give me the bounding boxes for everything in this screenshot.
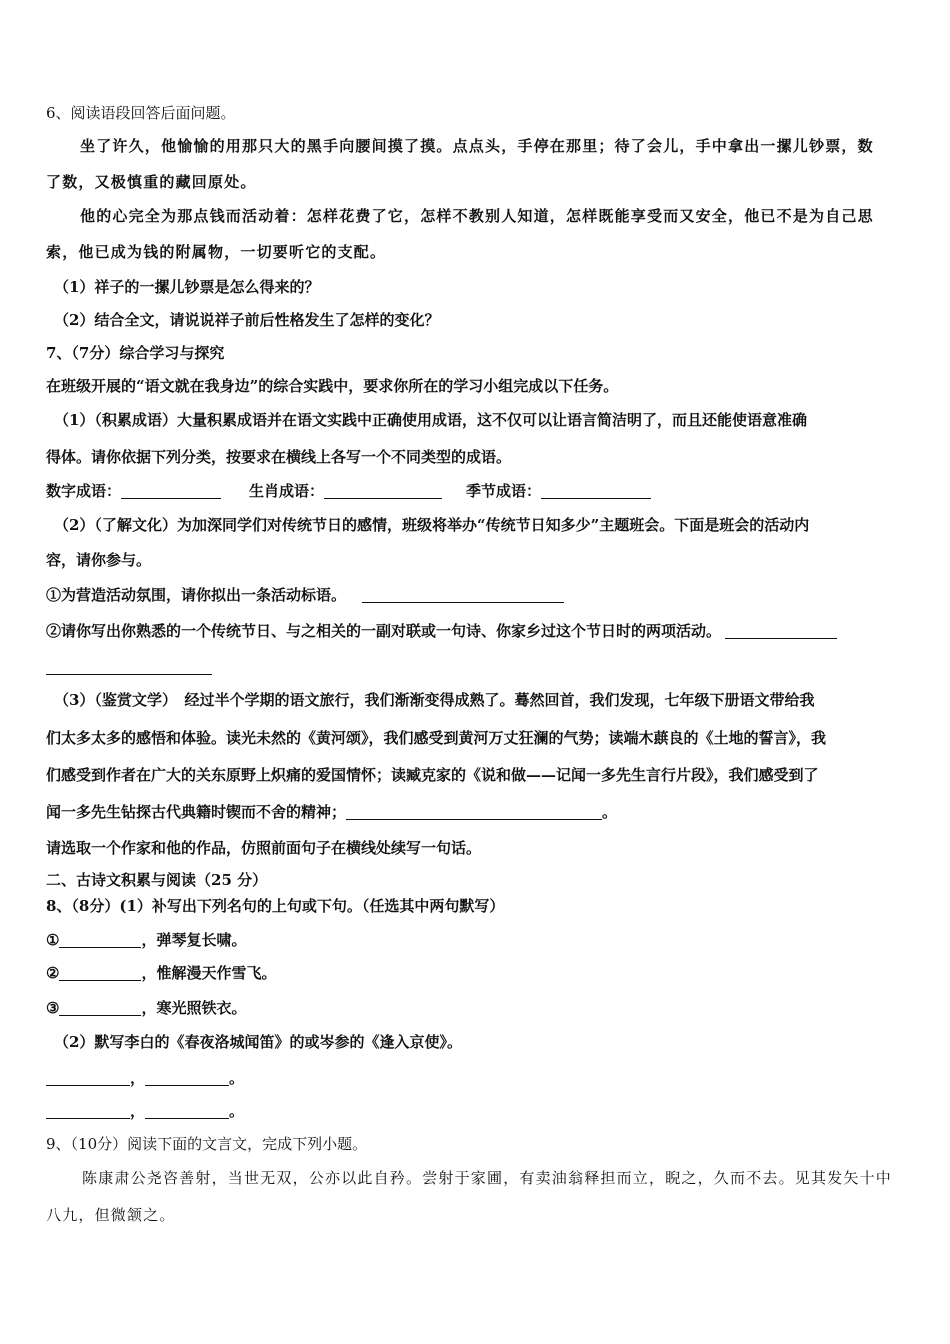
recite-blank-1b[interactable]: [145, 1069, 229, 1086]
recite-blank-1a[interactable]: [46, 1069, 130, 1086]
q9-passage-line2: 八九，但微颔之。: [46, 1206, 176, 1224]
q7-task2-a: ①为营造活动氛围，请你拟出一条活动标语。: [46, 586, 347, 604]
recite-blank-2b[interactable]: [145, 1102, 229, 1119]
slogan-blank[interactable]: [362, 586, 564, 603]
recite-comma-2: ，: [130, 1102, 146, 1120]
q6-passage-p1-line1: 坐了许久，他愉愉的用那只大的黑手向腰间摸了摸。点点头，手停在那里；待了会儿，手中拿出一摞儿钞票，数: [80, 137, 874, 155]
q7-task2-line2: 容，请你参与。: [46, 551, 152, 569]
q8-recite-row2: [46, 1101, 908, 1121]
q8-item1-text: ，弹琴复长啸。: [141, 931, 247, 949]
q8-item2-row: [46, 963, 908, 983]
q6-passage-p2-line1: 他的心完全为那点钱而活动着：怎样花费了它，怎样不教别人知道，怎样既能享受而又安全，他已不是为自己思: [80, 207, 874, 225]
idiom-zodiac-blank[interactable]: [324, 482, 442, 499]
q7-task3-line4-row: [46, 802, 908, 822]
q8-item2-mark: ②: [46, 964, 60, 982]
q7-task3-line2: 们太多太多的感悟和体验。读光未然的《黄河颂》，我们感受到黄河万丈狂澜的气势；读端木蕻良的《土地的誓言》，我: [46, 729, 827, 747]
q8-recite-row1: [46, 1068, 908, 1088]
poem-blank-2[interactable]: [59, 964, 141, 981]
q7-task2-b-row: [46, 621, 908, 641]
q8-item1-mark: ①: [46, 931, 60, 949]
q8-sub2: （2）默写李白的《春夜洛城闻笛》的或岑参的《逢入京使》。: [54, 1033, 462, 1051]
q7-task3-line4: 闻一多先生钻探古代典籍时锲而不舍的精神；: [46, 803, 347, 821]
q7-intro: 在班级开展的“语文就在我身边”的综合实践中，要求你所在的学习小组完成以下任务。: [46, 377, 619, 395]
q7-idiom-row: [46, 481, 908, 501]
q6-passage-p2-line2: 索，他已成为钱的附属物，一切要听它的支配。: [46, 243, 387, 261]
idiom-number-label: 数字成语：: [46, 482, 122, 500]
q8-item3-mark: ③: [46, 999, 60, 1017]
idiom-season-label: 季节成语：: [466, 482, 542, 500]
q9-title: 9、（10分）阅读下面的文言文，完成下列小题。: [46, 1135, 368, 1153]
q6-passage-p1-line2: 了数，又极慎重的藏回原处。: [46, 173, 257, 191]
q7-task3-line3: 们感受到作者在广大的关东原野上炽痛的爱国情怀；读臧克家的《说和做——记闻一多先生言行片段》，我们感受到了: [46, 766, 819, 784]
recite-blank-2a[interactable]: [46, 1102, 130, 1119]
q7-title: 7、（7分）综合学习与探究: [46, 344, 225, 362]
q7-task3-line1: （3）（鉴赏文学） 经过半个学期的语文旅行，我们渐渐变得成熟了。蓦然回首，我们发现，七年级下册语文带给我: [54, 691, 815, 709]
q6-sub1: （1）祥子的一摞儿钞票是怎么得来的？: [54, 278, 320, 296]
q7-task2-line1: （2）（了解文化）为加深同学们对传统节日的感情，班级将举办“传统节日知多少”主题班会。下面是班会的活动内: [54, 516, 810, 534]
q9-passage-line1: 陈康肃公尧咨善射，当世无双，公亦以此自矜。尝射于家圃，有卖油翁释担而立，睨之，久而不去。见其发矢十中: [82, 1169, 893, 1187]
festival-blank-line2-row: [46, 657, 908, 677]
q7-task2-b: ②请你写出你熟悉的一个传统节日、与之相关的一副对联或一句诗、你家乡过这个节日时的两项活动。: [46, 622, 722, 640]
q8-item3-text: ，寒光照铁衣。: [141, 999, 247, 1017]
idiom-season-blank[interactable]: [541, 482, 651, 499]
poem-blank-3[interactable]: [59, 999, 141, 1016]
q7-task2-a-row: [46, 585, 908, 605]
idiom-zodiac-label: 生肖成语：: [249, 482, 325, 500]
section2-title: 二、古诗文积累与阅读（25 分）: [46, 871, 268, 889]
q8-item1-row: [46, 930, 908, 950]
festival-blank-line1[interactable]: [725, 622, 837, 639]
poem-blank-1[interactable]: [59, 931, 141, 948]
q6-sub2: （2）结合全文，请说说祥子前后性格发生了怎样的变化？: [54, 311, 440, 329]
recite-period-2: 。: [229, 1102, 245, 1120]
q8-item3-row: [46, 998, 908, 1018]
q7-task3-line5: 请选取一个作家和他的作品，仿照前面句子在横线处续写一句话。: [46, 839, 482, 857]
q8-title: 8、（8分）(1）补写出下列名句的上句或下句。（任选其中两句默写）: [46, 897, 505, 915]
q6-title: 6、阅读语段回答后面问题。: [46, 104, 236, 122]
q7-task1-line1: （1）（积累成语）大量积累成语并在语文实践中正确使用成语，这不仅可以让语言简洁明了，而且还能使语意准确: [54, 411, 807, 429]
q7-task1-line2: 得体。请你依据下列分类，按要求在横线上各写一个不同类型的成语。: [46, 448, 512, 466]
recite-comma-1: ，: [130, 1069, 146, 1087]
imitation-sentence-blank[interactable]: [346, 803, 602, 820]
q8-item2-text: ，惟解漫天作雪飞。: [141, 964, 277, 982]
festival-blank-line2[interactable]: [46, 658, 212, 675]
recite-period-1: 。: [229, 1069, 245, 1087]
idiom-number-blank[interactable]: [121, 482, 221, 499]
q7-task3-end: 。: [602, 803, 618, 821]
